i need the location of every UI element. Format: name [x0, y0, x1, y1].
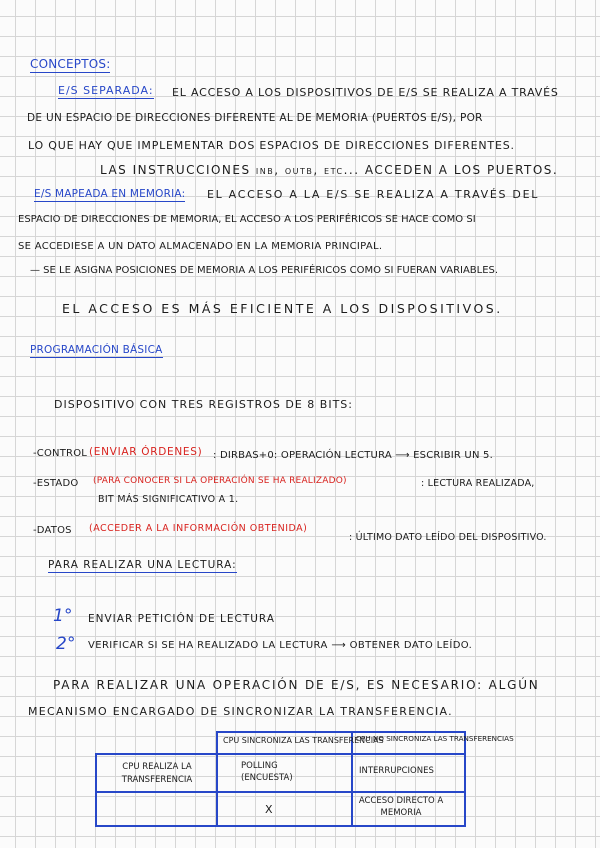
- registro-datos-note: (ACCEDER A LA INFORMACIÓN OBTENIDA): [89, 523, 308, 534]
- es-mapeada-conclusion: EL ACCESO ES MÁS EFICIENTE A LOS DISPOSITIVOS.: [62, 301, 503, 316]
- conceptos-heading: CONCEPTOS:: [30, 57, 111, 71]
- table-cell-polling: POLLING (ENCUESTA): [241, 761, 293, 783]
- registro-estado-label: -ESTADO: [33, 478, 79, 489]
- table-line-right: [464, 731, 466, 827]
- es-separada-line-1: EL ACCESO A LOS DISPOSITIVOS DE E/S SE REALIZA A TRAVÉS: [172, 86, 559, 99]
- paso-2-text: VERIFICAR SI SE HA REALIZADO LA LECTURA ⟶ OBTENER DATO LEÍDO.: [88, 640, 473, 651]
- table-col-header-sincroniza: CPU SINCRONIZA LAS TRANSFERENCIAS: [223, 736, 384, 745]
- registro-control-note: (ENVIAR ÓRDENES): [89, 446, 203, 458]
- registro-estado-desc-2: BIT MÁS SIGNIFICATIVO A 1.: [98, 494, 239, 505]
- es-separada-line-3: LO QUE HAY QUE IMPLEMENTAR DOS ESPACIOS DE DIRECCIONES DIFERENTES.: [28, 139, 515, 152]
- es-separada-line-2: DE UN ESPACIO DE DIRECCIONES DIFERENTE AL DE MEMORIA (PUERTOS E/S), POR: [27, 112, 483, 124]
- es-mapeada-line-1: EL ACCESO A LA E/S SE REALIZA A TRAVÉS DEL: [207, 188, 540, 201]
- registro-control-label: -CONTROL: [33, 448, 88, 459]
- es-separada-term: E/S SEPARADA:: [58, 84, 154, 97]
- dispositivo-intro: DISPOSITIVO CON TRES REGISTROS DE 8 BITS:: [54, 398, 353, 411]
- table-cell-empty-mark: X: [265, 803, 273, 816]
- table-line-top: [216, 731, 466, 733]
- programacion-heading: PROGRAMACIÓN BÁSICA: [30, 344, 163, 356]
- registro-estado-desc: : LECTURA REALIZADA,: [421, 478, 535, 489]
- es-mapeada-bullet: — SE LE ASIGNA POSICIONES DE MEMORIA A LOS PERIFÉRICOS COMO SI FUERAN VARIABLES.: [30, 265, 499, 276]
- table-row-header: CPU REALIZA LA TRANSFERENCIA: [121, 762, 193, 785]
- table-line-col-1: [216, 731, 218, 827]
- paso-1-number: 1°: [53, 606, 73, 626]
- registro-datos-label: -DATOS: [33, 525, 72, 536]
- table-line-upper: [95, 753, 466, 755]
- sincronizacion-table: [95, 731, 514, 827]
- registro-datos-desc: : ÚLTIMO DATO LEÍDO DEL DISPOSITIVO.: [349, 532, 547, 543]
- paso-1-text: ENVIAR PETICIÓN DE LECTURA: [88, 613, 275, 625]
- table-col-header-no-sincroniza: CPU NO SINCRONIZA LAS TRANSFERENCIAS: [356, 734, 514, 743]
- para-lectura-heading: PARA REALIZAR UNA LECTURA:: [48, 559, 237, 571]
- es-mapeada-line-2: ESPACIO DE DIRECCIONES DE MEMORIA, EL ACCESO A LOS PERIFÉRICOS SE HACE COMO SI: [18, 214, 476, 225]
- es-separada-line-4: LAS INSTRUCCIONES inb, outb, etc... ACCEDEN A LOS PUERTOS.: [100, 163, 559, 177]
- table-cell-interrupciones: INTERRUPCIONES: [359, 766, 434, 776]
- table-line-left: [95, 753, 97, 827]
- es-mapeada-line-3: SE ACCEDIESE A UN DATO ALMACENADO EN LA MEMORIA PRINCIPAL.: [18, 241, 383, 252]
- table-line-middle: [95, 791, 466, 793]
- table-cell-dma: ACCESO DIRECTO A MEMORIA: [358, 796, 444, 818]
- sincronizacion-line-2: MECANISMO ENCARGADO DE SINCRONIZAR LA TRANSFERENCIA.: [28, 705, 453, 718]
- table-line-bottom: [95, 825, 466, 827]
- es-mapeada-term: E/S MAPEADA EN MEMORIA:: [34, 188, 186, 200]
- registro-control-desc: : DIRBAS+0: OPERACIÓN LECTURA ⟶ ESCRIBIR UN 5.: [213, 450, 493, 461]
- sincronizacion-line-1: PARA REALIZAR UNA OPERACIÓN DE E/S, ES NECESARIO: ALGÚN: [53, 678, 540, 692]
- registro-estado-note: (PARA CONOCER SI LA OPERACIÓN SE HA REALIZADO): [93, 476, 347, 486]
- paso-2-number: 2°: [56, 634, 76, 654]
